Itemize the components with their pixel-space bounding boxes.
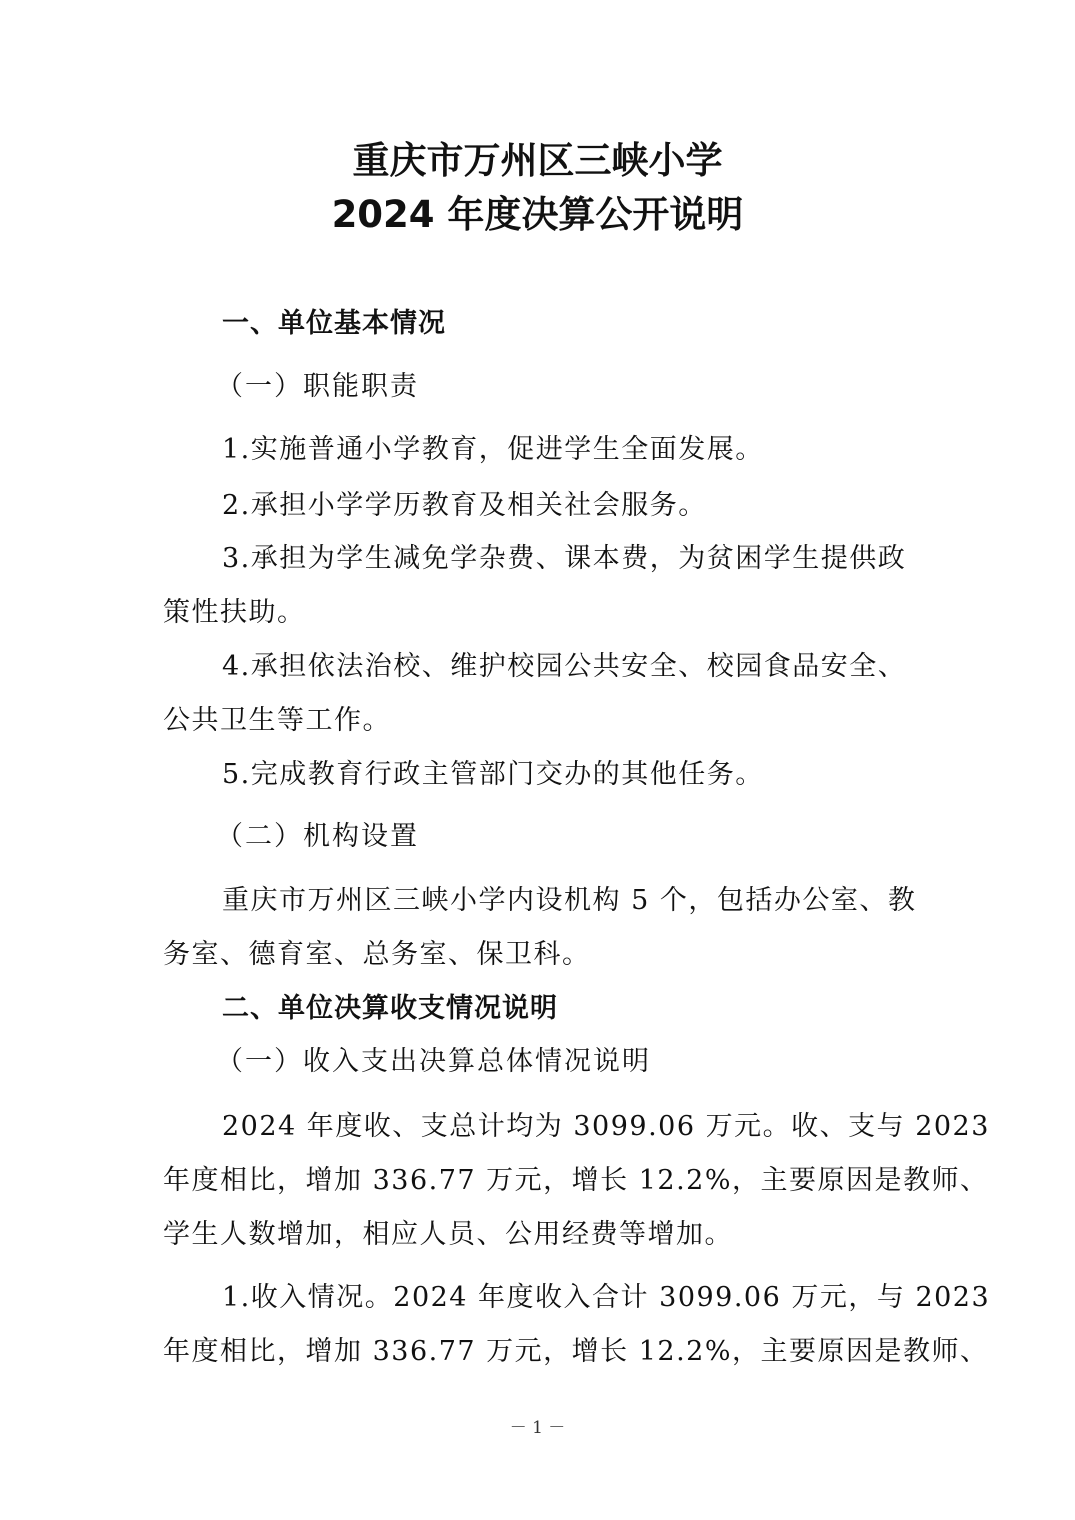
subsection-heading-overall: （一）收入支出决算总体情况说明 <box>216 1046 651 1077</box>
paragraph-line: 5.完成教育行政主管部门交办的其他任务。 <box>222 759 764 790</box>
paragraph-line: 2.承担小学学历教育及相关社会服务。 <box>222 490 707 521</box>
section-heading-budget: 二、单位决算收支情况说明 <box>222 993 558 1024</box>
paragraph-line: 1.实施普通小学教育，促进学生全面发展。 <box>222 434 764 465</box>
paragraph-line: 2024 年度收、支总计均为 3099.06 万元。收、支与 2023 <box>222 1111 990 1142</box>
paragraph-line: 公共卫生等工作。 <box>163 705 391 736</box>
page-number: － 1 － <box>509 1418 566 1438</box>
paragraph-line: 学生人数增加，相应人员、公用经费等增加。 <box>163 1219 733 1250</box>
paragraph-line: 策性扶助。 <box>163 597 306 628</box>
subsection-heading-organization: （二）机构设置 <box>216 821 419 852</box>
document-title-line1: 重庆市万州区三峡小学 <box>352 139 723 182</box>
paragraph-line: 3.承担为学生减免学杂费、课本费，为贫困学生提供政 <box>222 543 907 574</box>
document-title-line2: 2024 年度决算公开说明 <box>331 193 744 236</box>
paragraph-line: 务室、德育室、总务室、保卫科。 <box>163 939 591 970</box>
section-heading-basic-info: 一、单位基本情况 <box>222 308 446 339</box>
paragraph-line: 年度相比，增加 336.77 万元，增长 12.2%，主要原因是教师、 <box>163 1165 989 1196</box>
paragraph-line: 1.收入情况。2024 年度收入合计 3099.06 万元，与 2023 <box>222 1282 991 1313</box>
paragraph-line: 4.承担依法治校、维护校园公共安全、校园食品安全、 <box>222 651 907 682</box>
paragraph-line: 重庆市万州区三峡小学内设机构 5 个，包括办公室、教 <box>222 885 917 916</box>
paragraph-line: 年度相比，增加 336.77 万元，增长 12.2%，主要原因是教师、 <box>163 1336 989 1367</box>
subsection-heading-duties: （一）职能职责 <box>216 371 419 402</box>
